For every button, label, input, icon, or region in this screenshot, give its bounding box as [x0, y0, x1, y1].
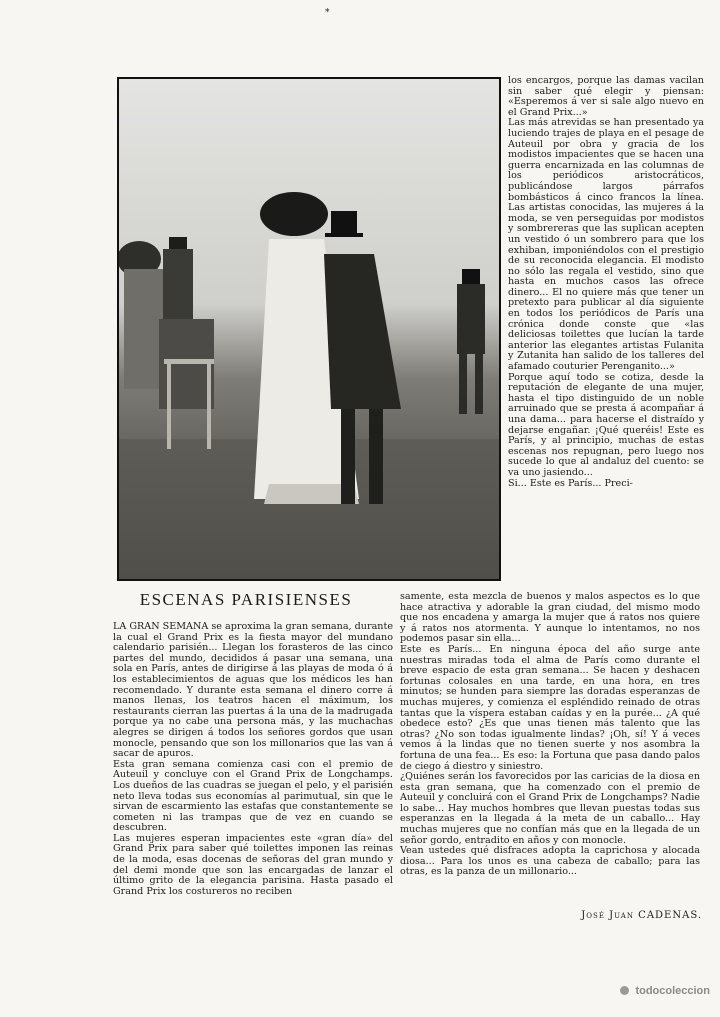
paragraph: LA GRAN SEMANA se aproxima la gran semana, durante la cual el Grand Prix es la fiesta mayor del mundano calendario parisién... Llegan los forasteros de las cinco partes del mundo, decididos á pasar una semana, una sola en París, antes de dirigirse á las playas de moda ó á los establecimientos de aguas que los médicos les han recomendado. Y durante esta semana el dinero corre á manos llenas, los teatros hacen el máximum, los restaurants cierran las puertas á la una de la madrugada porque ya no cabe una persona más, y las muchachas alegres se dirigen á todos los señores gordos que usan monocle, pensando que son los millonarios que las van á sacar de apuros.: [113, 621, 393, 760]
page-mark: *: [325, 8, 330, 18]
photo-illustration: [119, 79, 499, 579]
watermark-logo-icon: [620, 986, 629, 995]
paragraph: Esta gran semana comienza casi con el premio de Auteuil y concluye con el Grand Prix de Longchamps. Los dueños de las cuadras se juegan el pelo, y el parisién neto lleva todas sus economías al parimutual, sin que le sirvan de escarmiento las estafas que constantemente se cometen ni las trampas que de vez en cuando se descubren.: [113, 758, 393, 834]
column-right-top: [508, 76, 704, 489]
paragraph: Este es París... En ninguna época del año surge ante nuestras miradas toda el alma de París como durante el breve espacio de esta gran semana... Se hacen y deshacen fortunas colosales en una tarde, en una hora, en tres minutos; se hunden para siempre las doradas esperanzas de muchas mujeres, y comienza el espléndido reinado de otras tantas que la víspera estaban caídas y en la purée... ¿A qué obedece esto? ¿Es que unas tienen más talento que las otras? ¿No son todas igualmente lindas? ¡Oh, sí! Y á veces vemos á la lindas que no tienen suerte y nos asombra la fortuna de una fea... Es eso: la Fortuna que pasa dando palos de ciego á diestro y siniestro.: [400, 643, 700, 772]
watermark: [540, 985, 710, 997]
paragraph: ¿Quiénes serán los favorecidos por las caricias de la diosa en esta gran semana, que ha comenzado con el premio de Auteuil y concluirá con el Grand Prix de Longchamps? Nadie lo sabe... Hay muchos hombres que llevan puestas todas sus esperanzas en la llegada á la meta de un caballo... Hay muchas mujeres que no confían más que en la llegada de un señor gordo, entradito en años y con monocle.: [400, 771, 700, 846]
paragraph: Las mujeres esperan impacientes este «gran día» del Grand Prix para saber qué toilettes imponen las reinas de la moda, esas docenas de señoras del gran mundo y del demi monde que son las encargadas de lanzar el último grito de la elegancia parisina. Hasta pasado el Grand Prix los costureros no reciben: [113, 832, 393, 897]
paragraph: Las más atrevidas se han presentado ya luciendo trajes de playa en el pesage de Auteuil por obra y gracia de los modistos impacientes que se hacen una guerra encarnizada en las columnas de los periódicos aristocráticos, publicándose largos párrafos bombásticos á cinco francos la línea. Las artistas conocidas, las mujeres á la moda, se ven perseguidas por modistos y sombrereras que las suplican acepten un vestido ó un sombrero para que los exhiban, imponiéndolos con el prestigio de su reconocida elegancia. El modisto no sólo las regala el vestido, sino que hasta en muchos casos las ofrece dinero... El no quiere más que tener un pretexto para publicar al día siguiente en todos los periódicos de París una crónica donde conste que «las deliciosas toilettes que lucían la tarde anterior las elegantes artistas Fulanita y Zutanita han salido de los talleres del afamado couturier Perenganito...»: [508, 117, 704, 373]
race-scene-photo: [117, 77, 501, 581]
paragraph: samente, esta mezcla de buenos y malos aspectos es lo que hace atractiva y adorable la gran ciudad, del mismo modo que nos encadena y amarga la mujer que á ratos nos quiere y á ratos nos atormenta. Y aunque lo intentamos, no nos podemos pasar sin ella...: [400, 591, 700, 645]
author-signature: José Juan CADENAS.: [581, 910, 702, 921]
paragraph: Si... Este es París... Preci-: [508, 477, 633, 489]
paragraph: los encargos, porque las damas vacilan sin saber qué elegir y piensan: «Esperemos á ver si sale algo nuevo en el Grand Prix...»: [508, 75, 704, 118]
paragraph: Porque aquí todo se cotiza, desde la reputación de elegante de una mujer, hasta el tipo distinguido de un noble arruinado que se presta á acompañar á una dama... para hacerse el distraído y dejarse engañar. ¡Qué queréis! Este es París, y al principio, muchas de estas escenas nos repugnan, pero luego nos sucede lo que al andaluz del cuento: se va uno jasiendo...: [508, 371, 704, 478]
article-title: ESCENAS PARISIENSES: [139, 590, 353, 609]
watermark-text: todocoleccion: [635, 985, 710, 997]
column-right: [400, 592, 700, 878]
column-left: [113, 622, 393, 897]
paragraph: Vean ustedes qué disfraces adopta la caprichosa y alocada diosa... Para los unos es una cabeza de caballo; para las otras, es la panza de un millonario...: [400, 845, 700, 878]
